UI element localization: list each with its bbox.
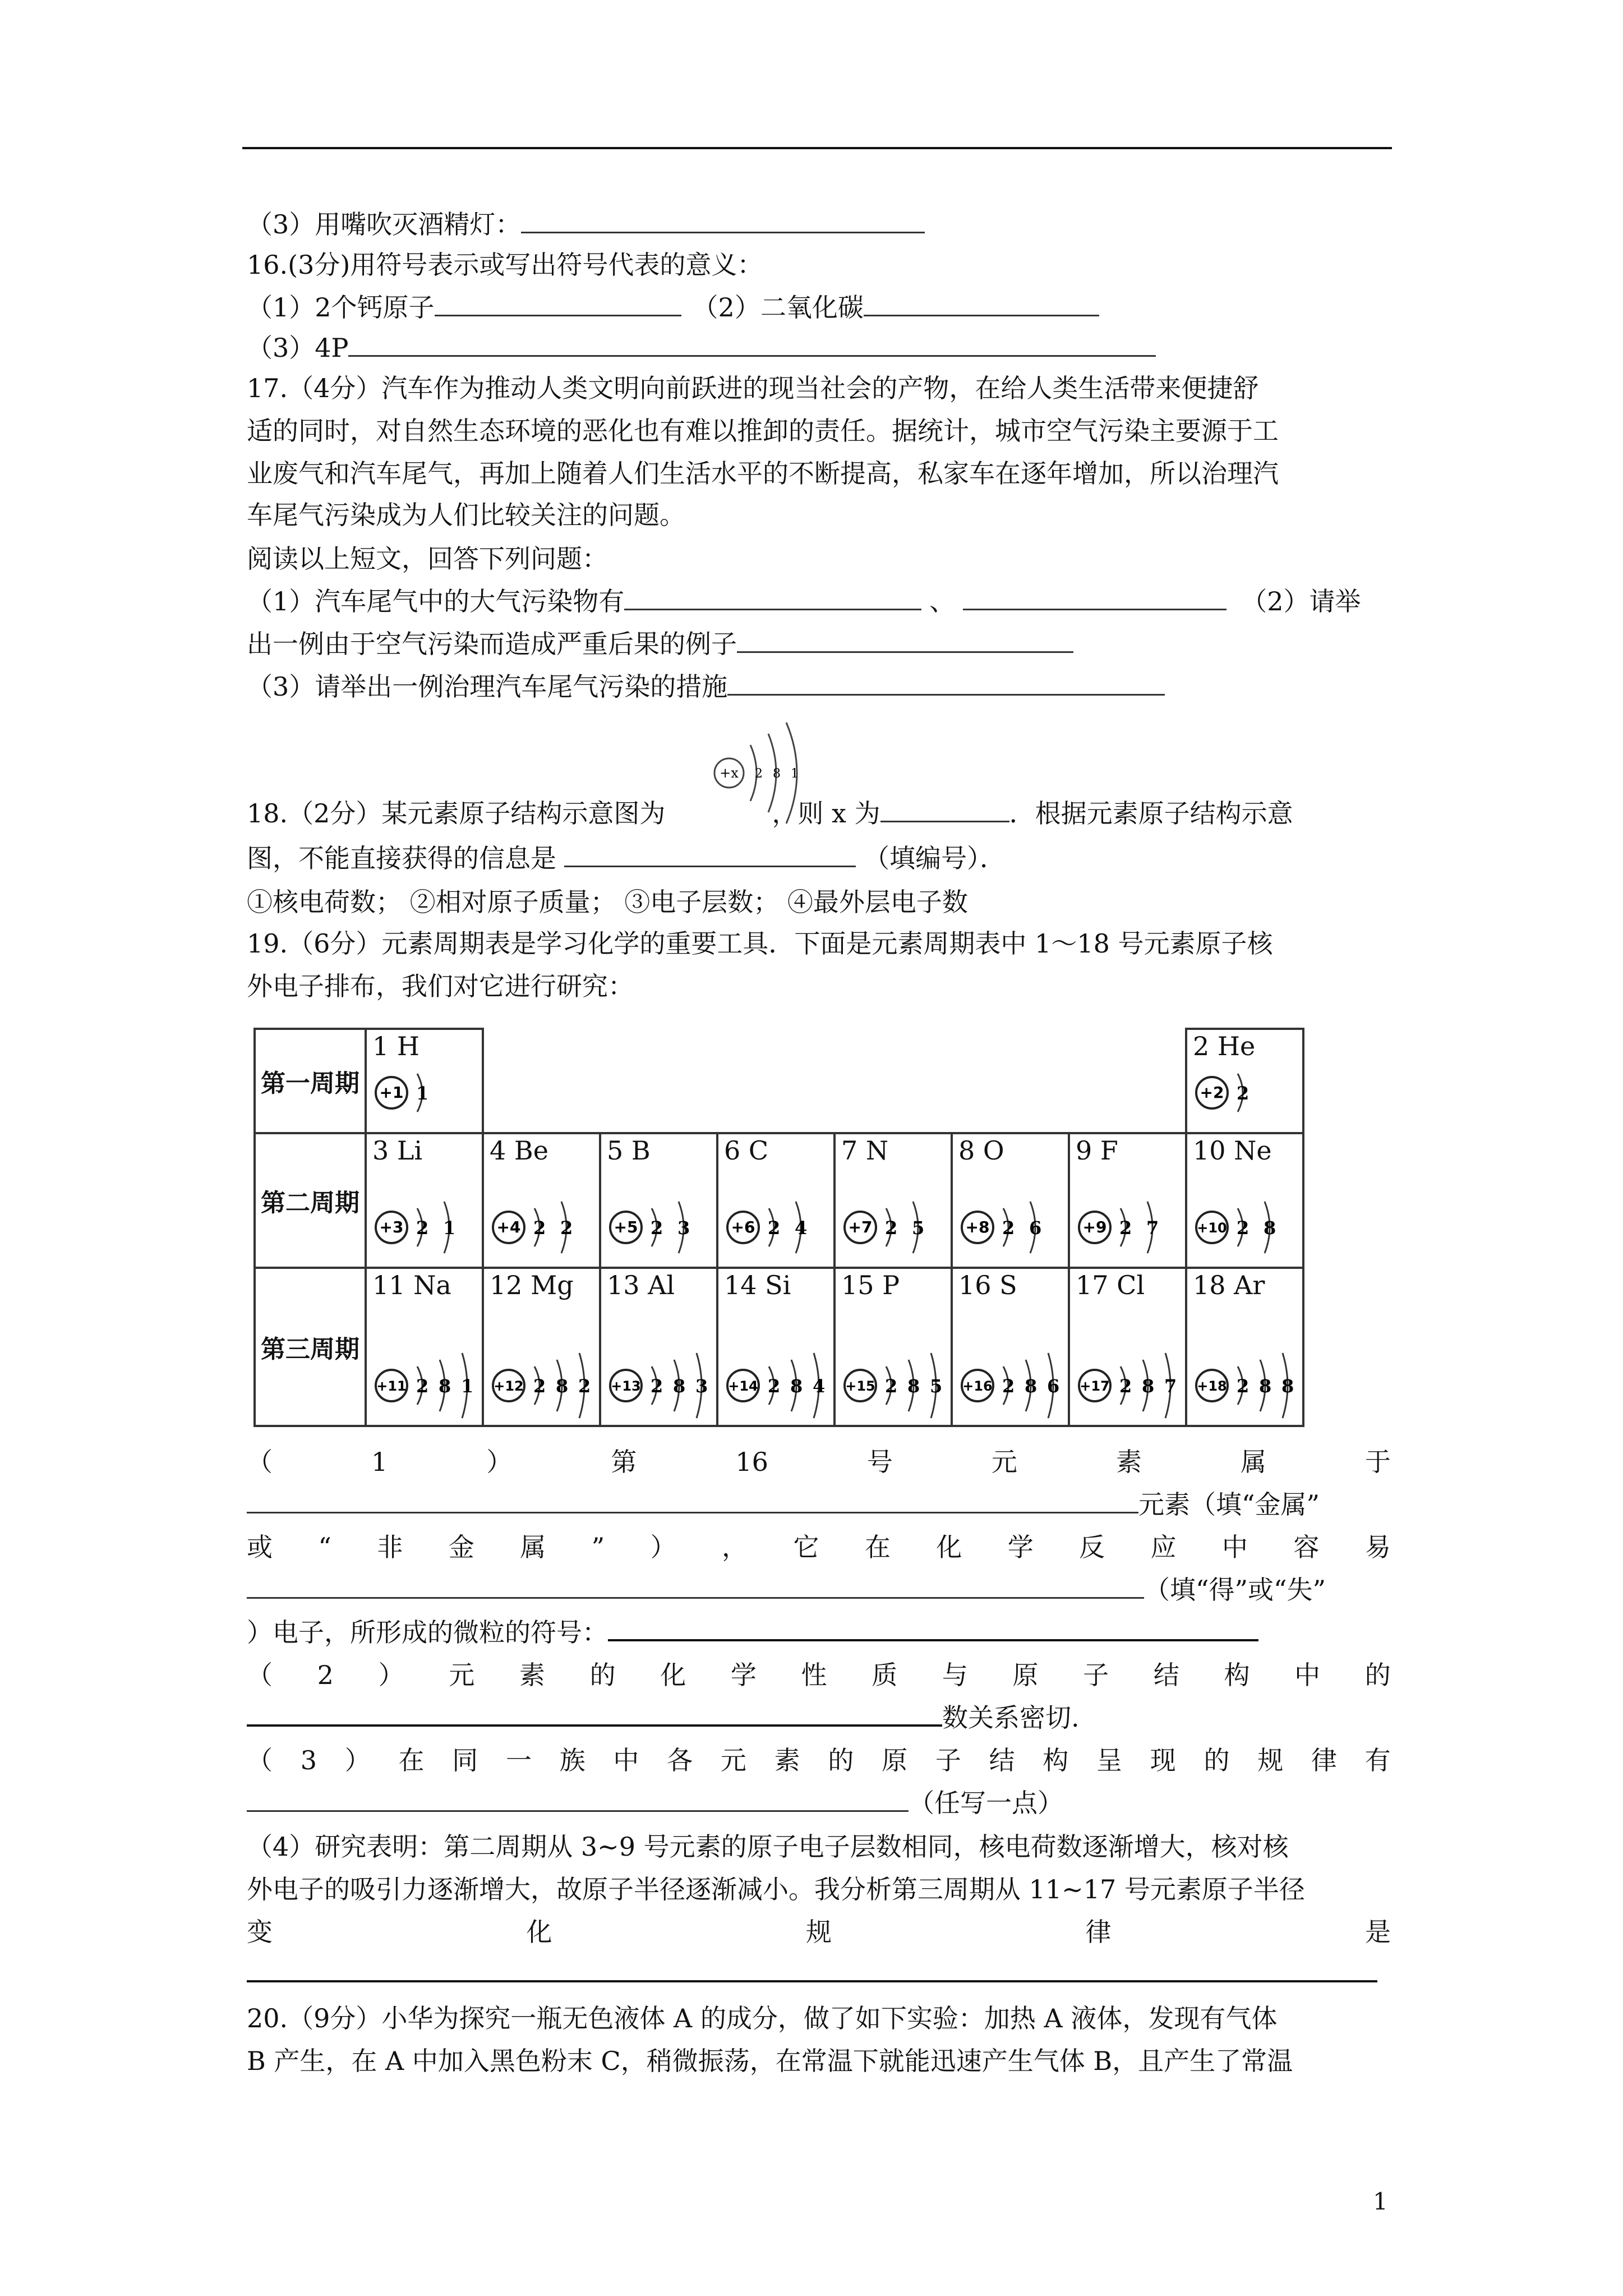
spread-word: 在 [864,1532,891,1562]
periodic-table [253,1028,1324,1427]
header-rule [242,147,1392,149]
shell-count: 7 [1146,1217,1159,1239]
q17-line3: 业废气和汽车尾气，再加上随着人们生活水平的不断提高，私家车在逐年增加，所以治理汽 [247,458,1279,489]
element-cell [716,1267,836,1427]
answer-blank[interactable] [521,208,925,233]
spread-word: 元 [991,1447,1017,1477]
q17-p1-text: （1）汽车尾气中的大气污染物有 [247,586,625,616]
element-cell [365,1132,484,1269]
q19-part3-line2 [247,1786,1391,1820]
element-label: 14 Si [724,1270,791,1300]
atom-diagram [605,1190,717,1263]
nucleus-charge: +x [720,765,739,781]
nucleus-charge: +16 [962,1378,993,1394]
element-cell [1068,1132,1187,1269]
spread-word: 原 [882,1745,908,1775]
spread-word: ） [378,1660,404,1690]
q19-part4-line1: （4）研究表明：第二周期从 3~9 号元素的原子电子层数相同，核电荷数逐渐增大，核对核 [247,1832,1289,1862]
spread-word: 素 [1115,1447,1142,1477]
q17-p2-text: （2）请举 [1241,586,1361,616]
spread-word: 质 [872,1660,898,1690]
answer-blank[interactable] [963,585,1227,610]
q18-text5: （填编号）． [864,843,1006,873]
nucleus-charge: +5 [614,1218,638,1236]
spread-word: 中 [1221,1532,1248,1562]
q16-line1 [247,291,1391,324]
spread-word: 的 [589,1660,616,1690]
shell-count: 8 [439,1375,451,1397]
atom-diagram [370,1349,482,1421]
spread-word: 性 [801,1660,827,1690]
spread-word: 构 [1043,1745,1069,1775]
answer-blank[interactable] [564,842,856,867]
element-label: 4 Be [490,1135,548,1166]
nucleus-charge: +7 [848,1218,873,1236]
spread-word: 金 [448,1532,474,1562]
shell-count: 2 [768,1375,781,1397]
answer-blank[interactable] [247,1701,942,1727]
spread-word: 属 [520,1532,546,1562]
q18-options: ①核电荷数； ②相对原子质量； ③电子层数； ④最外层电子数 [247,887,968,917]
nucleus-charge: +4 [496,1218,521,1236]
element-cell [951,1132,1070,1269]
q19-line2: 外电子排布，我们对它进行研究： [247,971,634,1001]
element-label: 11 Na [372,1270,451,1300]
shell-count: 8 [673,1375,686,1397]
q17-line6 [247,585,1391,618]
element-cell [599,1132,718,1269]
nucleus-charge: +10 [1197,1220,1227,1236]
element-cell [1185,1028,1304,1134]
spread-word: 原 [1012,1660,1039,1690]
spread-word: ） [344,1745,371,1775]
nucleus-charge: +14 [728,1378,758,1394]
element-label: 8 O [958,1135,1004,1166]
shell-count: 2 [1237,1217,1249,1239]
spread-word: 素 [774,1745,800,1775]
spread-word: 或 [247,1532,273,1562]
spread-word: 化 [936,1532,962,1562]
nucleus-charge: +15 [845,1378,875,1394]
element-label: 5 B [607,1135,651,1166]
shell-count: 2 [578,1375,591,1397]
shell-count: 5 [912,1217,925,1239]
shell-count: 2 [533,1375,546,1397]
answer-blank[interactable] [880,797,1009,822]
spread-word: 现 [1150,1745,1176,1775]
q18-text2: ，则 x 为 [772,798,880,829]
spread-word: 同 [452,1745,478,1775]
spread-word: 构 [1224,1660,1250,1690]
element-label: 9 F [1076,1135,1118,1166]
atom-diagram [722,1349,834,1421]
q17-line5: 阅读以上短文，回答下列问题： [247,544,608,574]
element-label: 10 Ne [1193,1135,1272,1166]
element-label: 2 He [1193,1031,1256,1061]
atom-diagram [839,1349,951,1421]
spread-word: 化 [660,1660,686,1690]
answer-blank[interactable] [348,332,1156,357]
spread-word: 非 [377,1532,403,1562]
spread-word: 2 [317,1660,334,1690]
q17-sep: 、 [929,586,956,616]
spread-word: 一 [505,1745,532,1775]
shell-count: 2 [1237,1375,1249,1397]
q19-line1: 19.（6分）元素周期表是学习化学的重要工具．下面是元素周期表中 1～18 号元素原子核 [247,928,1273,959]
element-cell [1185,1132,1304,1269]
page-number: 1 [1373,2188,1388,2215]
atom-diagram [839,1190,951,1263]
shell-count: 2 [885,1375,898,1397]
element-label: 16 S [958,1270,1017,1300]
q16-line2 [247,331,1391,365]
q19-part4-line2: 外电子的吸引力逐渐增大，故原子半径逐渐减小。我分析第三周期从 11~17 号元素原子半径 [247,1874,1305,1904]
shell-count: 1 [443,1217,456,1239]
atom-diagram [956,1190,1068,1263]
spread-word: 素 [519,1660,545,1690]
spread-word: （ [247,1660,273,1690]
element-cell [482,1267,601,1427]
shell-count: 2 [1002,1217,1015,1239]
q18-text4: 图，不能直接获得的信息是 [247,843,556,873]
spread-word: 规 [1257,1745,1284,1775]
q18-line2 [247,841,1391,875]
shell-count: 2 [533,1217,546,1239]
spread-word: 第 [611,1447,637,1477]
q15-part3 [247,208,1391,241]
nucleus-charge: +17 [1080,1378,1110,1394]
shell-count: 4 [813,1375,826,1397]
atom-diagram [1191,1349,1303,1421]
spread-word: 学 [1007,1532,1034,1562]
q17-line8 [247,670,1391,703]
atom-diagram [487,1190,600,1263]
shell-count: 2 [651,1217,663,1239]
element-label: 3 Li [372,1135,423,1166]
spread-word: ” [591,1532,605,1562]
spread-word: 有 [1364,1745,1391,1775]
answer-blank[interactable] [247,1957,1377,1982]
answer-blank[interactable] [727,670,1165,696]
shell-count: 8 [773,767,781,781]
q16-p2-text: （2）二氧化碳 [692,292,864,323]
element-label: 18 Ar [1193,1270,1265,1300]
spread-word: 结 [1153,1660,1179,1690]
nucleus-charge: +8 [965,1218,990,1236]
q17-line7 [247,627,1391,661]
spread-word: 于 [1364,1447,1391,1477]
shell-count: 6 [1029,1217,1042,1239]
element-label: 13 Al [607,1270,675,1300]
spread-word: 与 [942,1660,968,1690]
atom-diagram [1073,1190,1186,1263]
spread-word: 3 [300,1745,317,1775]
spread-word: 的 [1364,1660,1391,1690]
spread-word: 规 [806,1917,832,1947]
period-header: 第三周期 [253,1267,367,1427]
element-label: 12 Mg [490,1270,574,1300]
element-cell [833,1267,953,1427]
atom-diagram [605,1349,717,1421]
shell-count: 2 [416,1217,429,1239]
shell-count: 4 [795,1217,808,1239]
atom-diagram [370,1190,482,1263]
q19-part1-line2 [247,1488,1391,1521]
q16-stem-text: 16.(3分)用符号表示或写出符号代表的意义： [247,250,763,280]
q18-line1 [247,797,1391,830]
spread-word: 子 [935,1745,961,1775]
element-cell [716,1132,836,1269]
element-label: 7 N [841,1135,889,1166]
q20-line1: 20.（9分）小华为探究一瓶无色液体 A 的成分，做了如下实验：加热 A 液体，发现有气体 [247,2003,1278,2033]
shell-count: 2 [1119,1375,1132,1397]
shell-count: 2 [768,1217,781,1239]
shell-count: 8 [1142,1375,1155,1397]
spread-word: 学 [730,1660,757,1690]
q19-p1b-text: 元素（填“金属” [1138,1489,1320,1520]
q16-stem [247,248,1391,282]
shell-count: 7 [1164,1375,1177,1397]
nucleus-charge: +13 [611,1378,641,1394]
spread-word: 律 [1085,1917,1112,1947]
spread-word: 化 [526,1917,552,1947]
spread-word: 它 [793,1532,819,1562]
shell-count: 1 [791,767,799,781]
q17-p3-text: （3）请举出一例治理汽车尾气污染的措施 [247,671,728,702]
q19-part4-line4 [247,1957,1391,1990]
q19-part1-line1 [247,1445,1391,1479]
spread-word: ） [650,1532,676,1562]
shell-count: 5 [930,1375,943,1397]
spread-word: 易 [1364,1532,1391,1562]
answer-blank[interactable] [247,1488,1138,1513]
spread-word: 中 [613,1745,639,1775]
shell-count: 3 [677,1217,690,1239]
spread-word: 中 [1294,1660,1321,1690]
element-cell [365,1028,484,1134]
shell-count: 8 [790,1375,803,1397]
spread-word: ） [486,1447,513,1477]
spread-word: （ [247,1745,273,1775]
spread-word: （ [247,1447,273,1477]
spread-word: 元 [449,1660,475,1690]
atom-diagram [722,1190,834,1263]
q19-part1-line5 [247,1616,1391,1649]
element-label: 17 Cl [1076,1270,1145,1300]
atom-diagram [1191,1056,1303,1129]
q17-line2: 适的同时，对自然生态环境的恶化也有难以推卸的责任。据统计，城市空气污染主要源于工 [247,416,1279,446]
shell-count: 2 [560,1217,573,1239]
element-cell [599,1267,718,1427]
nucleus-charge: +9 [1082,1218,1107,1236]
shell-count: 8 [1281,1375,1294,1397]
nucleus-charge: +1 [379,1083,404,1102]
answer-blank[interactable] [247,1787,909,1812]
spread-word: 的 [1204,1745,1230,1775]
shell-count: 1 [461,1375,474,1397]
spread-word: 是 [1365,1917,1391,1947]
element-cell [951,1267,1070,1427]
q19-p3b-text: （任写一点） [909,1788,1063,1818]
spread-word: 子 [1083,1660,1109,1690]
q19-p1e-text: ）电子，所形成的微粒的符号： [247,1617,608,1648]
period-header: 第一周期 [253,1028,367,1134]
q17-p2-text-cont: 出一例由于空气污染而造成严重后果的例子 [247,629,737,659]
nucleus-charge: +18 [1197,1378,1227,1394]
answer-blank[interactable] [864,291,1099,316]
shell-count: 2 [1237,1083,1249,1104]
spread-word: 律 [1311,1745,1337,1775]
spread-word: 反 [1079,1532,1105,1562]
q19-p2b-text: 数关系密切. [942,1703,1080,1733]
element-cell [365,1267,484,1427]
q19-part4-line3 [247,1915,1391,1949]
nucleus-charge: +12 [494,1378,524,1394]
element-cell [1068,1267,1187,1427]
spread-word: 族 [559,1745,585,1775]
shell-count: 2 [755,767,763,781]
shell-count: 8 [907,1375,920,1397]
spread-word: 号 [866,1447,893,1477]
shell-count: 1 [416,1083,429,1104]
q18-stem-text: 18.（2分）某元素原子结构示意图为 [247,798,666,829]
spread-word: 结 [989,1745,1015,1775]
spread-word: “ [318,1532,331,1562]
q19-part2-line1 [247,1658,1391,1692]
element-label: 1 H [372,1031,420,1061]
period-header: 第二周期 [253,1132,367,1269]
shell-count: 2 [1002,1375,1015,1397]
q20-line2: B 产生，在 A 中加入黑色粉末 C，稍微振荡，在常温下就能迅速产生气体 B，且产生了常温 [247,2046,1293,2076]
spread-word: ， [722,1532,748,1562]
shell-count: 8 [556,1375,569,1397]
atom-diagram [370,1056,482,1129]
answer-blank[interactable] [247,1573,1144,1599]
spread-word: 1 [371,1447,388,1477]
answer-blank[interactable] [435,291,681,316]
q19-part1-line3 [247,1530,1391,1564]
atom-diagram [1191,1190,1303,1263]
element-label: 6 C [724,1135,769,1166]
shell-count: 2 [1119,1217,1132,1239]
spread-word: 16 [735,1447,768,1477]
q19-p1d-text: （填“得”或“失” [1144,1575,1326,1605]
shell-count: 3 [695,1375,708,1397]
q18-text3: ．根据元素原子结构示意 [1009,798,1293,829]
spread-word: 呈 [1096,1745,1123,1775]
atom-diagram [1073,1349,1186,1421]
shell-count: 2 [416,1375,429,1397]
atom-diagram [956,1349,1068,1421]
element-cell [482,1132,601,1269]
spread-word: 元 [720,1745,746,1775]
spread-word: 变 [247,1917,273,1947]
shell-count: 2 [651,1375,663,1397]
spread-word: 在 [398,1745,425,1775]
nucleus-charge: +2 [1200,1083,1224,1102]
answer-blank[interactable] [608,1616,1258,1641]
shell-count: 8 [1259,1375,1272,1397]
q16-p1-text: （1）2个钙原子 [247,292,435,323]
spread-word: 应 [1150,1532,1177,1562]
q19-part3-line1 [247,1743,1391,1777]
answer-blank[interactable] [737,628,1073,653]
q15-part3-text: （3）用嘴吹灭酒精灯： [247,209,522,240]
q19-part2-line2 [247,1701,1391,1734]
q17-line1: 17.（4分）汽车作为推动人类文明向前跃进的现当社会的产物，在给人类生活带来便捷舒 [247,373,1259,403]
element-label: 15 P [841,1270,900,1300]
nucleus-charge: +11 [376,1378,407,1394]
shell-count: 2 [885,1217,898,1239]
spread-word: 属 [1240,1447,1266,1477]
spread-word: 各 [667,1745,693,1775]
spread-word: 容 [1293,1532,1320,1562]
element-cell [833,1132,953,1269]
shell-count: 8 [1264,1217,1276,1239]
shell-count: 8 [1025,1375,1038,1397]
spread-word: 的 [828,1745,854,1775]
element-cell [1185,1267,1304,1427]
q19-part1-line4 [247,1573,1391,1607]
nucleus-charge: +3 [379,1218,404,1236]
answer-blank[interactable] [624,585,921,610]
q16-p3-text: （3）4P [247,333,349,363]
atom-diagram [487,1349,600,1421]
q17-line4: 车尾气污染成为人们比较关注的问题。 [247,500,685,530]
shell-count: 6 [1047,1375,1060,1397]
nucleus-charge: +6 [731,1218,755,1236]
